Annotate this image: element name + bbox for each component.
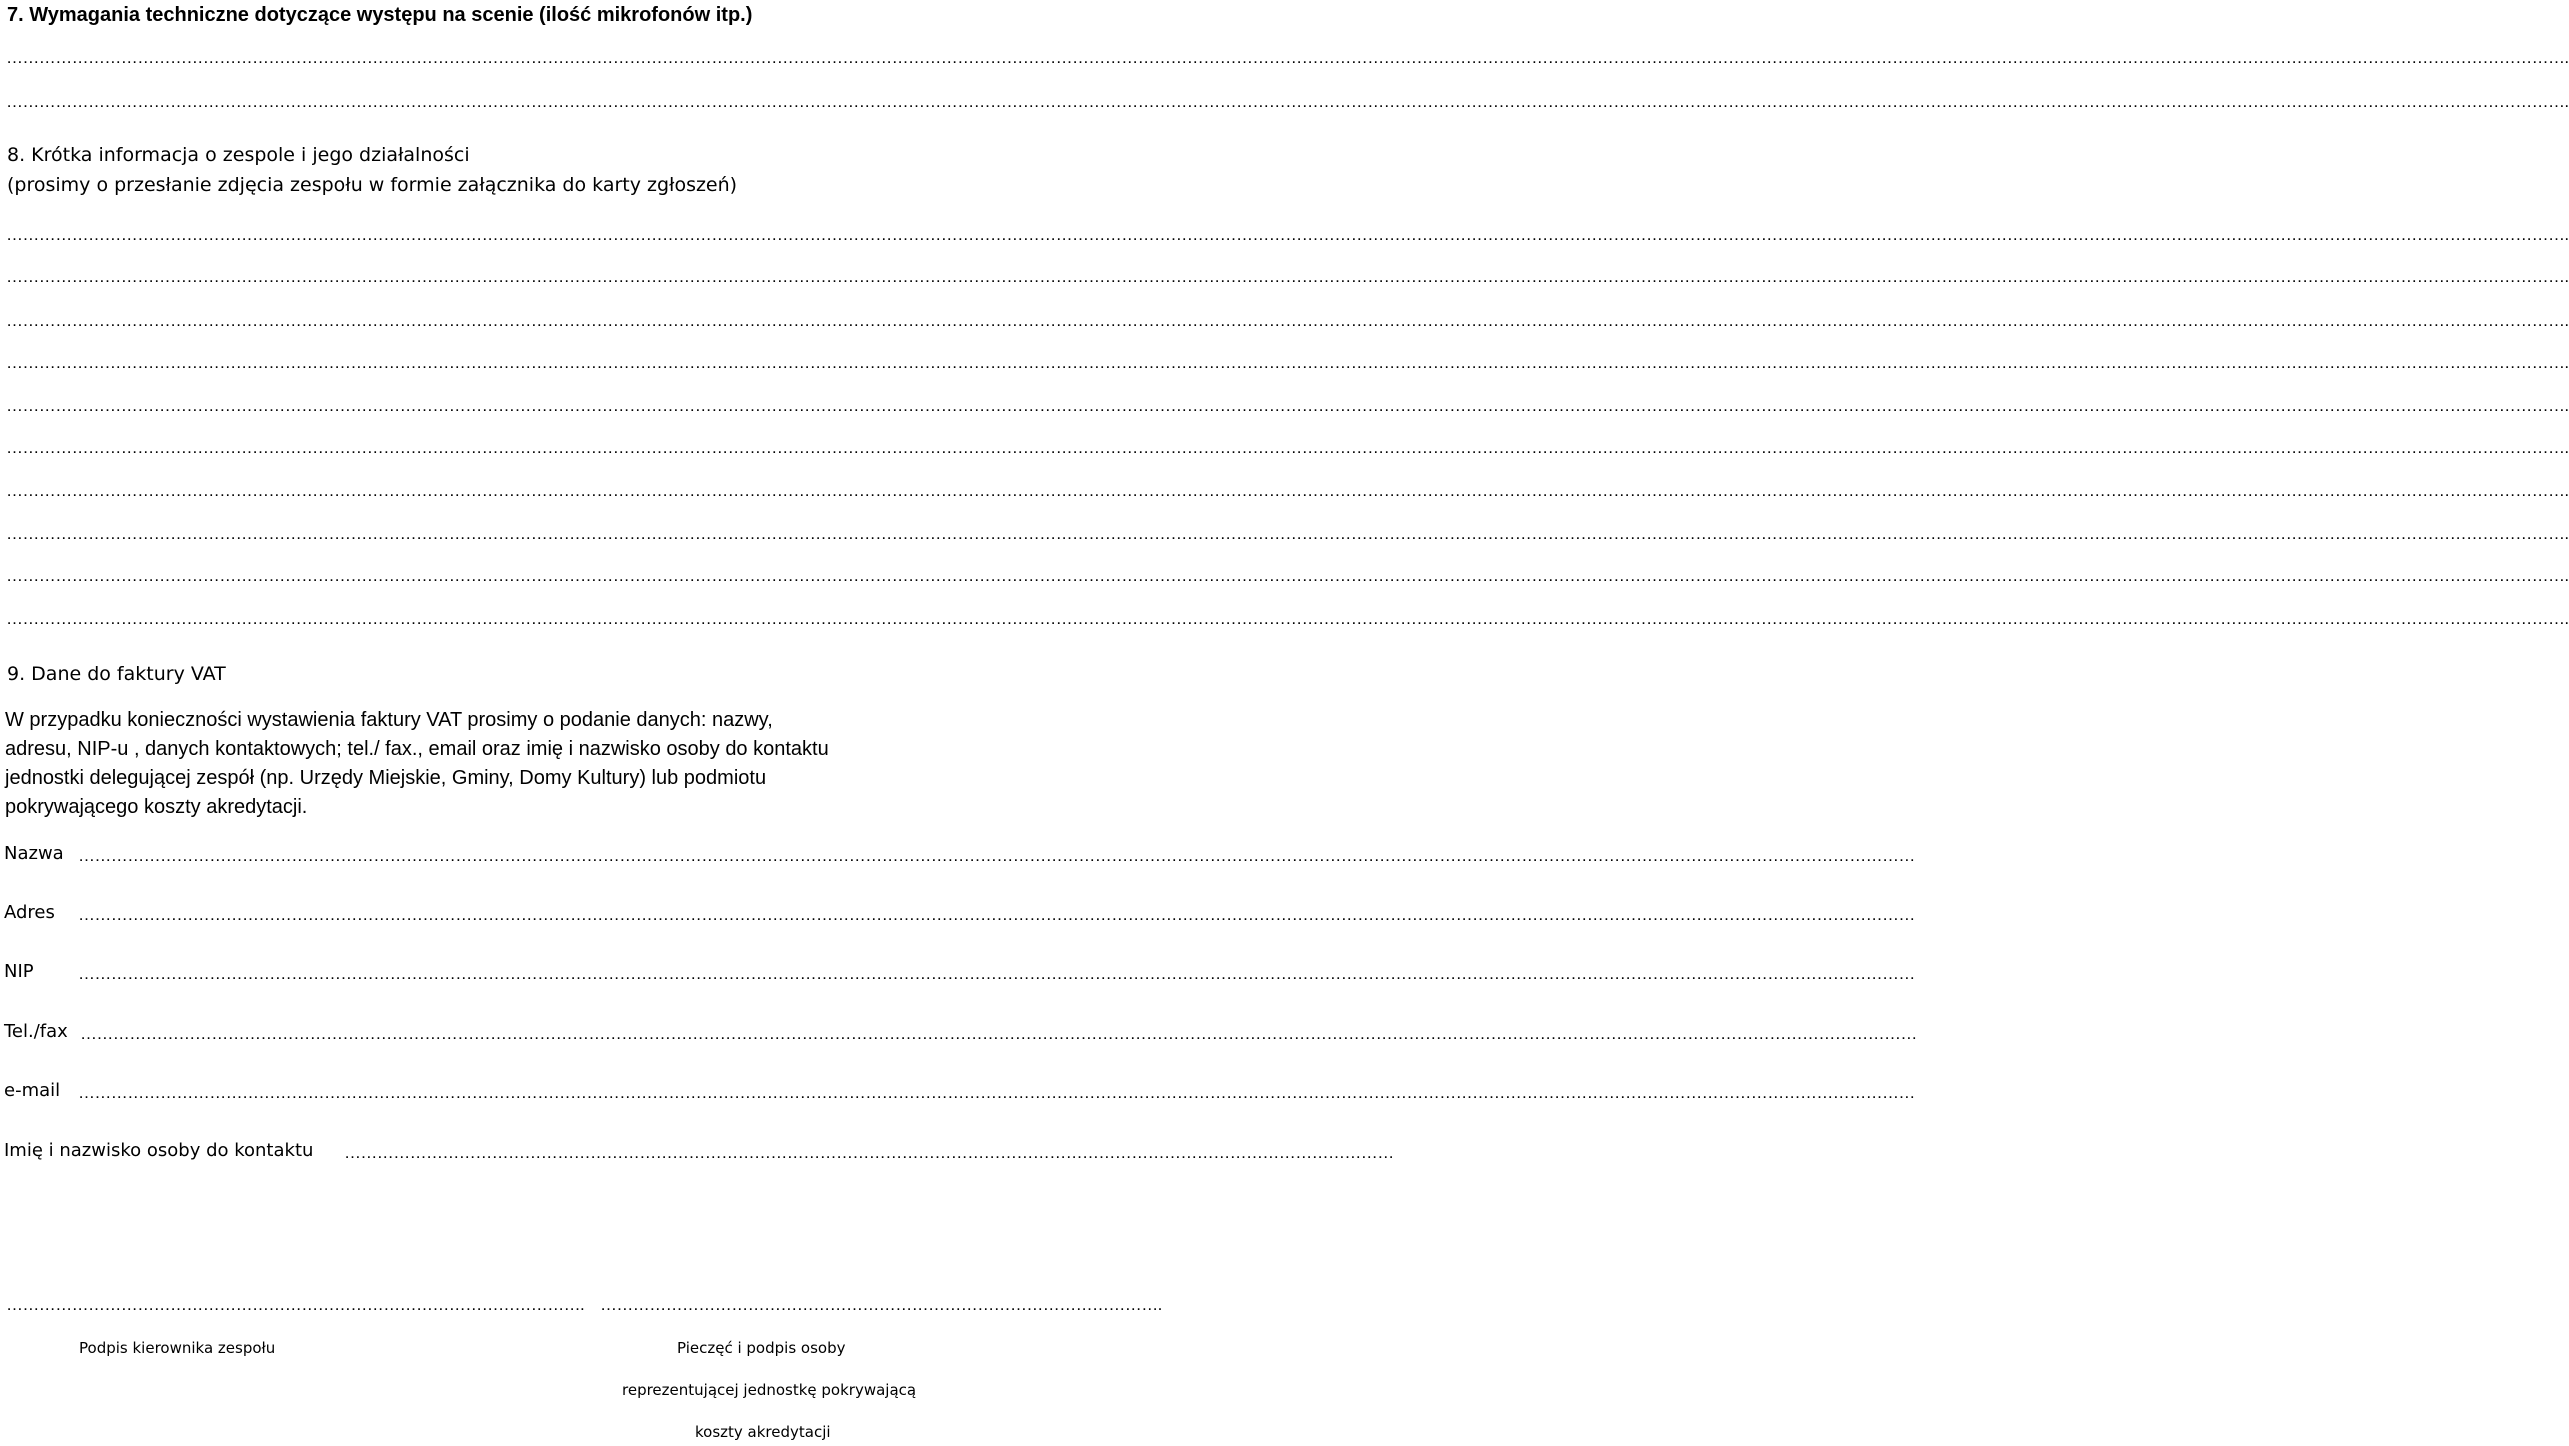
contact-field[interactable]: …………………………………………………………………………………………………………………………………………………………………………	[344, 1143, 1394, 1162]
field-label-adres: Adres	[4, 902, 55, 923]
answer-line[interactable]: ……………………………………………………………………………………………………………………………………………………………………………………………………………………………………………………………………………………………………………………………………………………………………………………………………………………………….	[6, 524, 2569, 543]
answer-line[interactable]: ……………………………………………………………………………………………………………………………………………………………………………………………………………………………………………………………………………………………………………………………………………………………………………………………………………………………….	[6, 311, 2569, 330]
section-8-heading: 8. Krótka informacja o zespole i jego działalności	[7, 144, 470, 166]
answer-line[interactable]: ……………………………………………………………………………………………………………………………………………………………………………………………………………………………………………………………………………………………………………………………………………………………………………………………………………………………….	[6, 566, 2569, 585]
field-label-contact: Imię i nazwisko osoby do kontaktu	[4, 1140, 314, 1161]
section-9-heading: 9. Dane do faktury VAT	[7, 663, 226, 685]
section-9-paragraph-line: jednostki delegującej zespół (np. Urzędy Miejskie, Gminy, Domy Kultury) lub podmiotu	[5, 767, 767, 789]
field-label-email: e-mail	[4, 1080, 61, 1101]
section-9-paragraph-line: pokrywającego koszty akredytacji.	[5, 796, 308, 818]
section-7-heading: 7. Wymagania techniczne dotyczące występu na scenie (ilość mikrofonów itp.)	[7, 4, 753, 26]
section-8-subheading: (prosimy o przesłanie zdjęcia zespołu w formie załącznika do karty zgłoszeń)	[7, 174, 738, 196]
section-9-paragraph-line: W przypadku konieczności wystawienia faktury VAT prosimy o podanie danych: nazwy,	[5, 709, 773, 731]
signature-label-right-line2: reprezentującej jednostkę pokrywającą	[622, 1381, 917, 1399]
field-label-nip: NIP	[4, 961, 34, 982]
field-label-nazwa: Nazwa	[4, 843, 64, 864]
answer-line[interactable]: ……………………………………………………………………………………………………………………………………………………………………………………………………………………………………………………………………………………………………………………………………………………………………………………………………………………………….	[6, 48, 2569, 67]
email-field[interactable]: …………………………………………………………………………………………………………………………………………………………………………………………………………………………………………………………………………………………………………	[78, 1083, 1915, 1102]
signature-label-right: Pieczęć i podpis osoby	[677, 1339, 846, 1357]
nazwa-field[interactable]: …………………………………………………………………………………………………………………………………………………………………………………………………………………………………………………………………………………………………………	[78, 846, 1915, 865]
answer-line[interactable]: ……………………………………………………………………………………………………………………………………………………………………………………………………………………………………………………………………………………………………………………………………………………………………………………………………………………………….	[6, 438, 2569, 457]
signature-line-right[interactable]: ………………………………………………………………………………………….	[600, 1295, 1162, 1314]
answer-line[interactable]: ……………………………………………………………………………………………………………………………………………………………………………………………………………………………………………………………………………………………………………………………………………………………………………………………………………………………….	[6, 353, 2569, 372]
answer-line[interactable]: ……………………………………………………………………………………………………………………………………………………………………………………………………………………………………………………………………………………………………………………………………………………………………………………………………………………………….	[6, 396, 2569, 415]
answer-line[interactable]: ……………………………………………………………………………………………………………………………………………………………………………………………………………………………………………………………………………………………………………………………………………………………………………………………………………………………….	[6, 225, 2569, 244]
telfax-field[interactable]: …………………………………………………………………………………………………………………………………………………………………………………………………………………………………………………………………………………………………………	[80, 1024, 1917, 1043]
section-9-paragraph-line: adresu, NIP-u , danych kontaktowych; tel./ fax., email oraz imię i nazwisko osoby do kontaktu	[5, 738, 829, 760]
answer-line[interactable]: ……………………………………………………………………………………………………………………………………………………………………………………………………………………………………………………………………………………………………………………………………………………………………………………………………………………………….	[6, 267, 2569, 286]
answer-line[interactable]: ……………………………………………………………………………………………………………………………………………………………………………………………………………………………………………………………………………………………………………………………………………………………………………………………………………………………….	[6, 481, 2569, 500]
signature-line-left[interactable]: …………………………………………………………………………………………….	[6, 1295, 585, 1314]
answer-line[interactable]: ……………………………………………………………………………………………………………………………………………………………………………………………………………………………………………………………………………………………………………………………………………………………………………………………………………………………….	[6, 92, 2569, 111]
adres-field[interactable]: …………………………………………………………………………………………………………………………………………………………………………………………………………………………………………………………………………………………………………	[78, 905, 1915, 924]
signature-label-left: Podpis kierownika zespołu	[79, 1339, 276, 1357]
signature-label-right-line3: koszty akredytacji	[695, 1423, 831, 1441]
nip-field[interactable]: …………………………………………………………………………………………………………………………………………………………………………………………………………………………………………………………………………………………………………	[78, 964, 1915, 983]
field-label-telfax: Tel./fax	[4, 1021, 68, 1042]
answer-line[interactable]: ……………………………………………………………………………………………………………………………………………………………………………………………………………………………………………………………………………………………………………………………………………………………………………………………………………………………….	[6, 609, 2569, 628]
